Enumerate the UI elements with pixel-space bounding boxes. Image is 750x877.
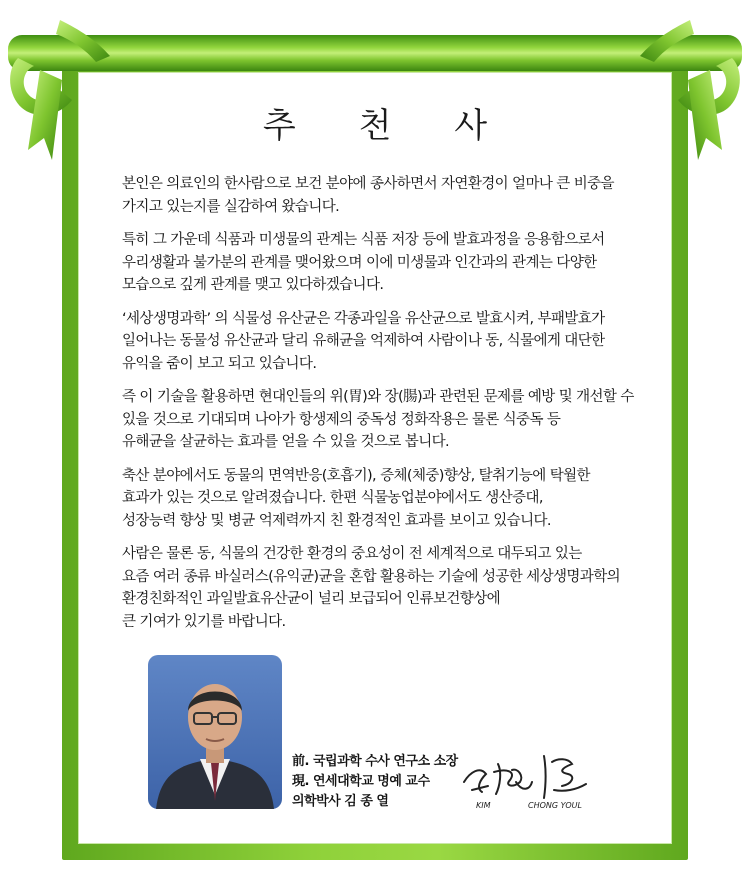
page-title: 추 천 사 <box>262 106 514 146</box>
signature-latin-last: CHONG YOUL <box>528 801 582 810</box>
portrait-person-icon <box>148 655 282 809</box>
author-credentials <box>292 752 458 812</box>
letter-body <box>122 173 642 644</box>
paragraph: 즉 이 기술을 활용하면 현대인들의 위(胃)와 장(腸)과 관련된 문제를 예방 및 개선할 수 있을 것으로 기대되며 나아가 항생제의 중독성 정화작용은 물론 식중독 등 유해균을 살균하는 효과를 얻을 수 있을 것으로 봅니다. <box>122 389 634 450</box>
credential-line: 의학박사 김 종 열 <box>292 794 389 809</box>
paragraph: 축산 분야에서도 동물의 면역반응(호흡기), 증체(체중)향상, 탈취기능에 탁월한 효과가 있는 것으로 알려졌습니다. 한편 식물농업분야에서도 생산증대, 성장능력 향상 및 병균 억제력까지 친 환경적인 효과를 보이고 있습니다. <box>122 467 590 529</box>
paragraph: 본인은 의료인의 한사람으로 보건 분야에 종사하면서 자연환경이 얼마나 큰 비중을 가지고 있는지를 실감하여 왔습니다. <box>122 176 614 215</box>
credential-line: 現. 연세대학교 명예 교수 <box>292 774 430 789</box>
paragraph: 특히 그 가운데 식품과 미생물의 관계는 식품 저장 등에 발효과정을 응용함으로서 우리생활과 불가분의 관계를 맺어왔으며 이에 미생물과 인간과의 관계는 다양한 모습으로 깊게 관계를 맺고 있다하겠습니다. <box>122 232 605 293</box>
paragraph: 사람은 물론 동, 식물의 건강한 환경의 중요성이 전 세계적으로 대두되고 있는 요즘 여러 종류 바실러스(유익균)균을 혼합 활용하는 기술에 성공한 세상생명과학의 환경친화적인 과일발효유산균이 널리 보급되어 인류보건향상에 큰 기여가 있기를 바랍니다. <box>122 546 621 630</box>
paragraph: ‘세상생명과학’ 의 식물성 유산균은 각종과일을 유산균으로 발효시켜, 부패발효가 일어나는 동물성 유산균과 달리 유해균을 억제하여 사람이나 동, 식물에게 대단한 유익을 줌이 보고 되고 있습니다. <box>122 310 605 372</box>
signature-latin-first: KIM <box>476 801 491 810</box>
credential-line: 前. 국립과학 수사 연구소 소장 <box>292 754 458 769</box>
signature-icon <box>458 742 598 812</box>
portrait-photo <box>148 655 282 809</box>
